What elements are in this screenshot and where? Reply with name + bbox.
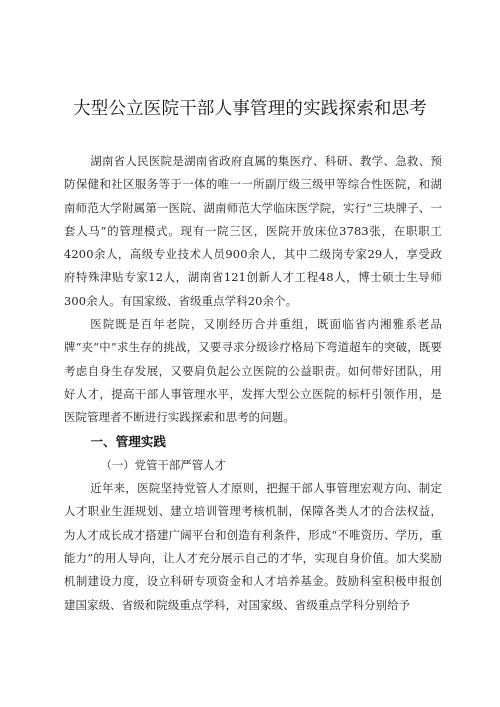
document-title: 大型公立医院干部人事管理的实践探索和思考 <box>73 99 427 119</box>
subsection-heading: （一）党管干部严管人才 <box>100 457 226 472</box>
section-heading: 一、管理实践 <box>90 433 167 449</box>
intro-paragraph-2: 医院既是百年老院，又刚经历合并重组，既面临省内湘雅系老品牌“夹“中”求生存的挑战，又要寻求分级诊疗格局下弯道超车的突破，既要考虑自身生存发展，又要肩负起公立医院的公益职责。如何带好团队，用好人才，提高干部人事管理水平，发挥大型公立医院的标杆引领作用，是医院管理者不断进行实践探索和思考的问题。 <box>64 317 442 425</box>
document-body <box>64 150 442 617</box>
intro-paragraph-1: 湖南省人民医院是湖南省政府直属的集医疗、科研、教学、急救、预防保健和社区服务等于一体的唯一一所副厅级三级甲等综合性医院，和湖南师范大学附属第一医院、湖南师范大学临床医学院，实行“三块牌子、一套人马”的管理模式。现有一院三区，医院开放床位3783张，在职职工4200余人，高级专业技术人员900余人，其中二级岗专家29人，享受政府特殊津贴专家12人，湖南省121创新人才工程48人，博士硕士生导师300余人。有国家级、省级重点学科20余个。 <box>64 154 442 308</box>
section-paragraph: 近年来，医院坚持党管人才原则，把握干部人事管理宏观方向、制定人才职业生涯规划、建立培训管理考核机制，保障各类人才的合法权益，为人才成长成才搭建广阔平台和创造有利条件，形成“不唯资历、学历，重能力”的用人导向，让人才充分展示自己的才华，实现自身价值。加大奖励机制建设力度，设立科研专项资金和人才培养基金。鼓励科室积极申报创建国家级、省级和院级重点学科，对国家级、省级重点学科分别给予 <box>64 481 442 612</box>
